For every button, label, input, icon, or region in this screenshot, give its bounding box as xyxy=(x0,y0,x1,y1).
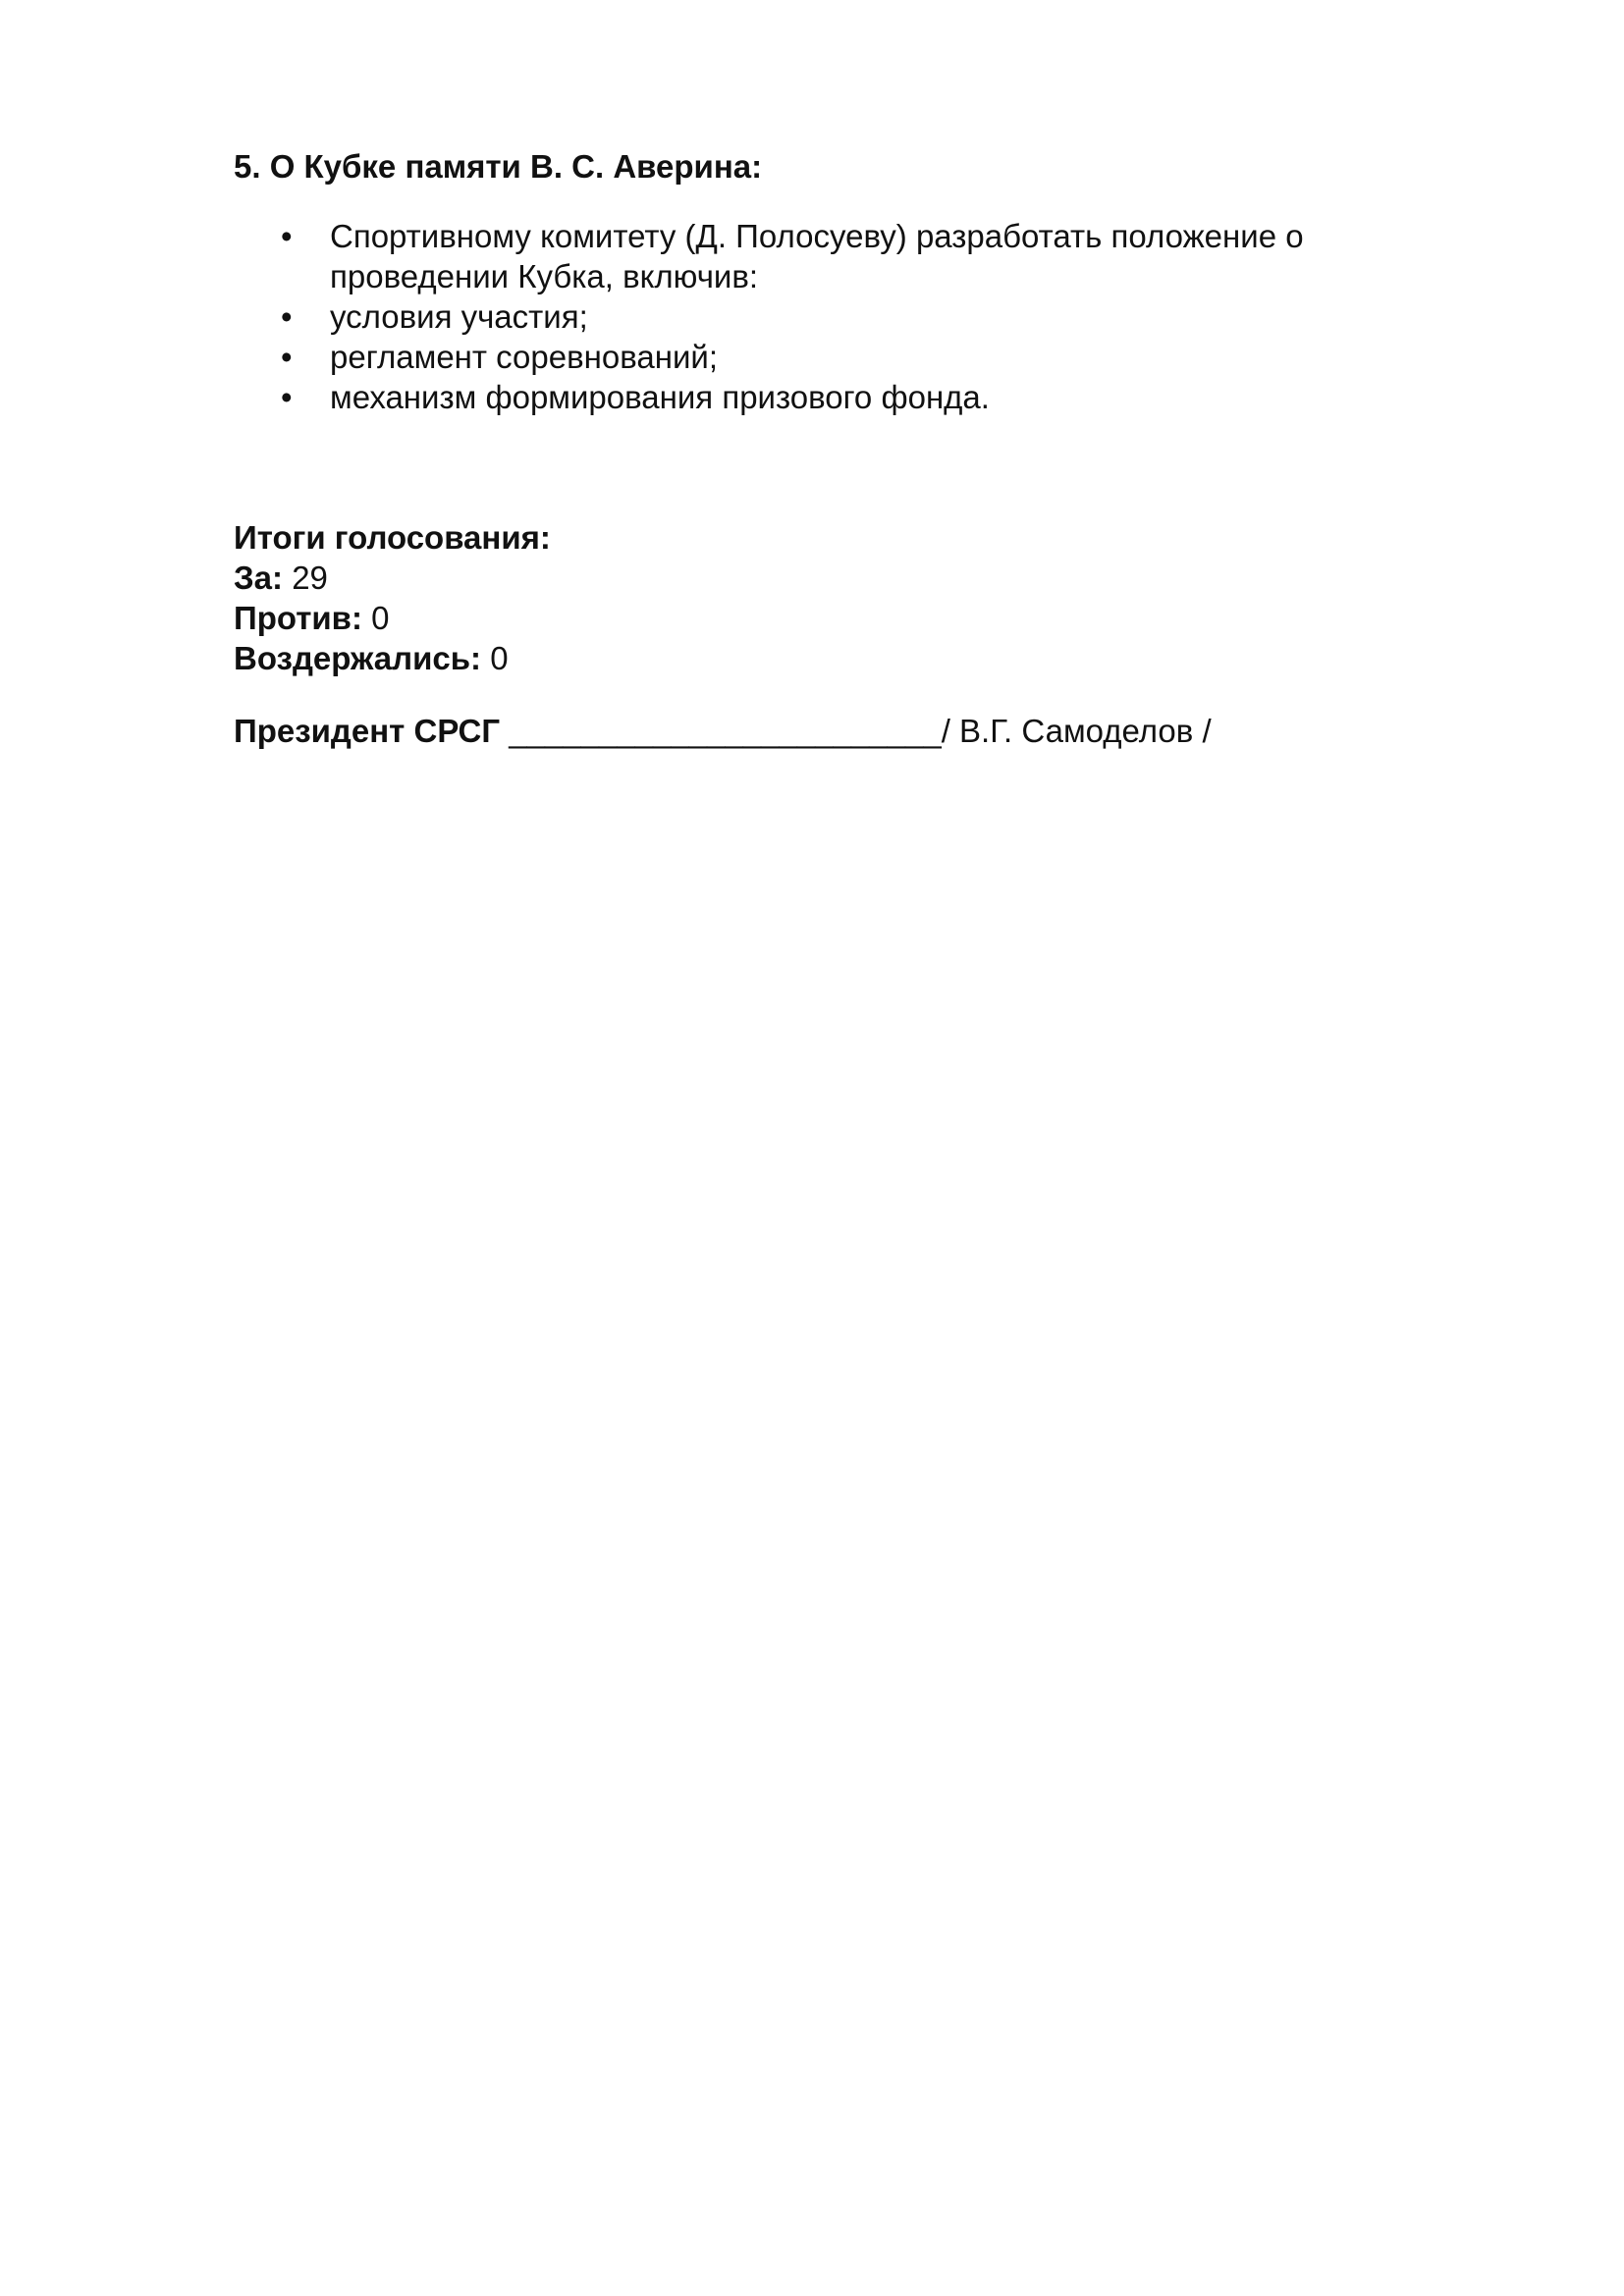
bullet-icon: • xyxy=(281,379,293,415)
bullet-icon: • xyxy=(281,339,293,375)
vote-abstained xyxy=(234,638,1392,678)
section-title: 5. О Кубке памяти В. С. Аверина: xyxy=(234,148,763,185)
list-item xyxy=(234,337,1392,377)
list-item xyxy=(234,296,1392,337)
list-item-text: механизм формирования призового фонда. xyxy=(330,379,990,415)
bullet-list xyxy=(234,216,1392,417)
bullet-icon: • xyxy=(281,298,293,335)
voting-results xyxy=(234,517,1392,678)
signature-blank: ________________________ xyxy=(509,713,942,749)
list-item xyxy=(234,377,1392,417)
signatory-role: Президент СРСГ xyxy=(234,713,501,749)
list-item-text: условия участия; xyxy=(330,298,588,335)
vote-against xyxy=(234,598,1392,638)
voting-title: Итоги голосования: xyxy=(234,519,551,556)
signatory-name: / В.Г. Самоделов / xyxy=(941,713,1212,749)
list-item-text: Спортивному комитету (Д. Полосуеву) разработать положение о проведении Кубка, включив: xyxy=(330,218,1304,294)
bullet-icon: • xyxy=(281,218,293,254)
document-content xyxy=(234,147,1392,751)
list-item xyxy=(234,216,1392,296)
vote-for-label: За: xyxy=(234,560,284,596)
signature-line xyxy=(234,711,1392,751)
vote-for-value: 29 xyxy=(292,560,328,596)
vote-against-value: 0 xyxy=(371,600,390,636)
list-item-text: регламент соревнований; xyxy=(330,339,718,375)
vote-abstained-value: 0 xyxy=(490,640,509,676)
vote-against-label: Против: xyxy=(234,600,362,636)
vote-abstained-label: Воздержались: xyxy=(234,640,482,676)
vote-for xyxy=(234,558,1392,598)
